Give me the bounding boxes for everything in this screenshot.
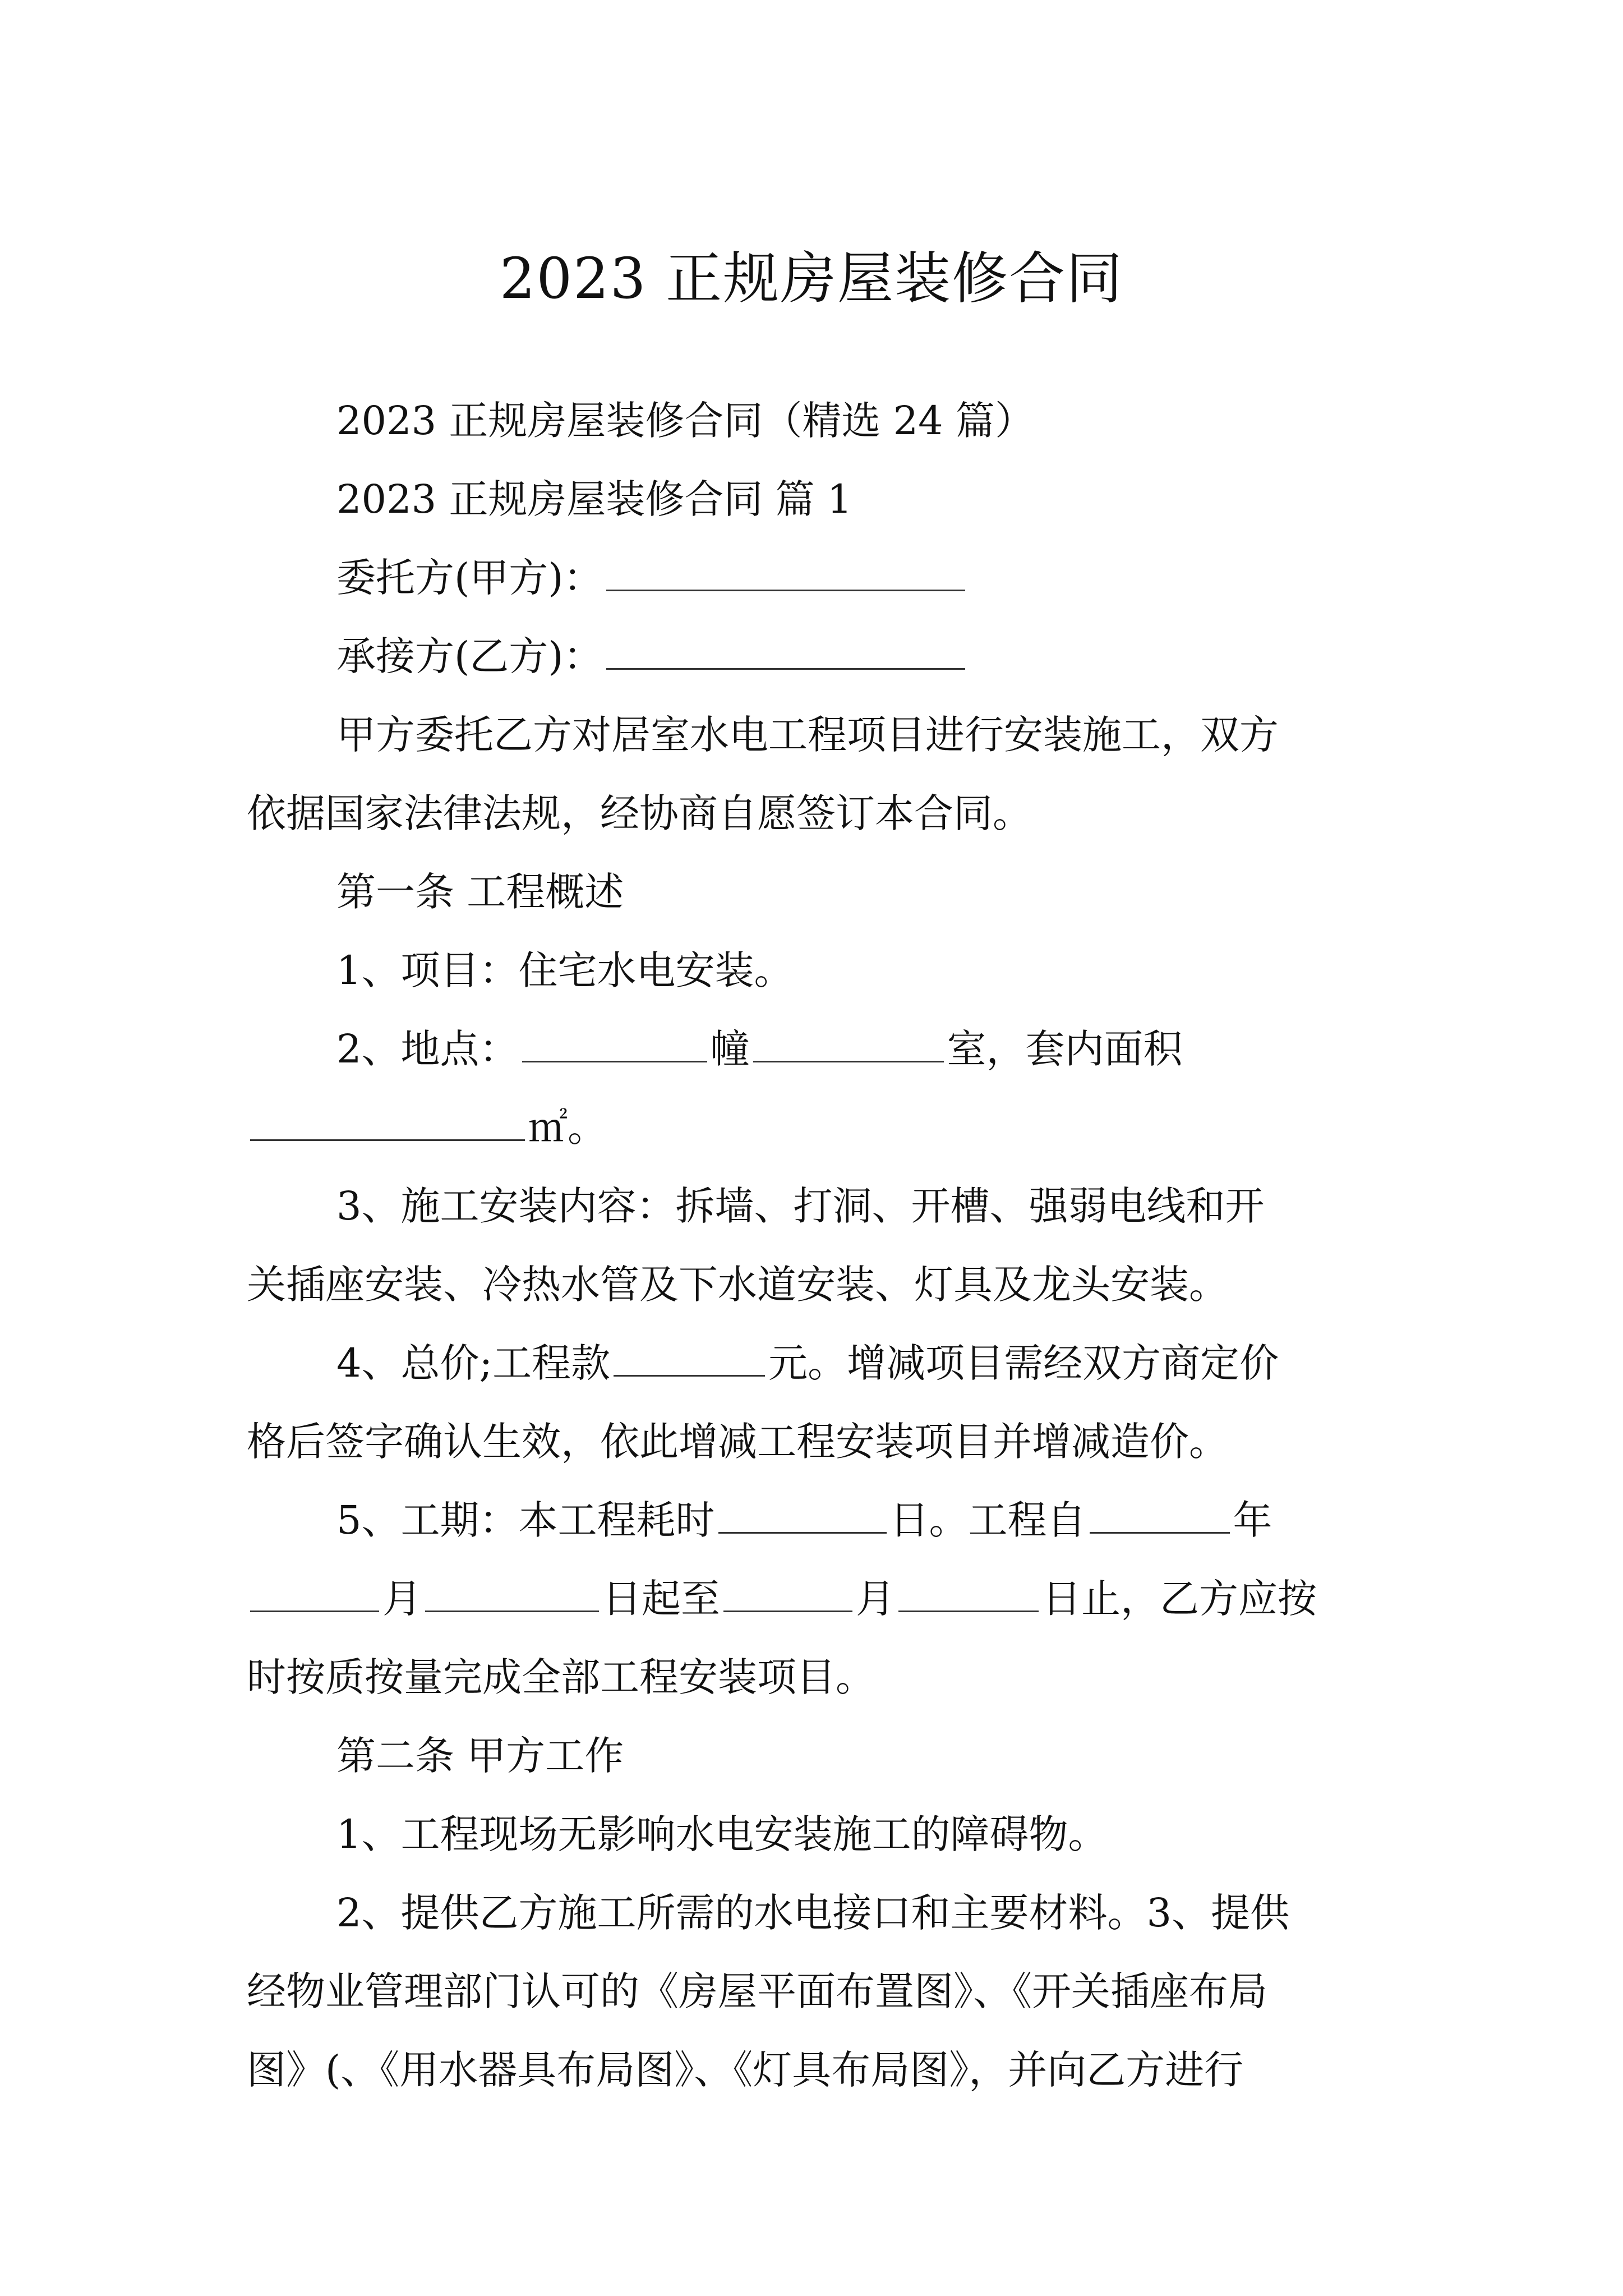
item-5-period-line-1 [247,1481,1385,1559]
location-label: 2、地点： [336,1026,519,1072]
paragraph-article-heading: 2023 正规房屋装修合同 篇 1 [336,476,852,522]
area-blank [250,1100,525,1141]
party-a-label: 委托方(甲方)： [336,555,603,601]
party-a-duty-1: 1、工程现场无影响水电安装施工的障碍物。 [336,1811,1108,1857]
end-label: 日起至 [602,1576,720,1622]
intro-line-1: 甲方委托乙方对居室水电工程项目进行安装施工，双方 [336,712,1279,758]
item-2-location-line-1 [247,1010,1385,1088]
end-month-blank [723,1571,852,1612]
item-3-content-line-2: 关插座安装、冷热水管及下水道安装、灯具及龙头安装。 [247,1262,1228,1308]
start-year-blank [1090,1493,1230,1534]
document-title: 2023 正规房屋装修合同 [499,246,1124,311]
document-body [247,381,1385,2109]
party-a-blank [606,550,965,591]
price-label: 4、总价;工程款 [336,1340,611,1386]
start-day-blank [425,1571,599,1612]
item-4-price-line-2: 格后签字确认生效，依此增减工程安装项目并增减造价。 [247,1419,1228,1465]
period-label: 5、工期：本工程耗时 [336,1497,715,1543]
party-b-line [247,617,1385,696]
end-day-blank [898,1571,1039,1612]
party-a-line [247,539,1385,617]
item-3-content-line-1: 3、施工安装内容：拆墙、打洞、开槽、强弱电线和开 [336,1183,1265,1229]
days-blank [718,1493,887,1534]
party-b-blank [606,629,965,670]
end-terms: 日止，乙方应按 [1042,1576,1317,1622]
party-a-duty-2-line-3: 图》(、《用水器具布局图》、《灯具布局图》，并向乙方进行 [247,2047,1244,2093]
end-month-unit: 月 [856,1576,895,1622]
item-5-period-line-3: 时按质按量完成全部工程安装项目。 [247,1654,875,1700]
intro-line-2: 依据国家法律法规，经协商自愿签订本合同。 [247,790,1032,836]
item-2-location-line-2 [247,1088,1385,1167]
section-1-heading: 第一条 工程概述 [336,869,624,915]
item-1-project: 1、项目：住宅水电安装。 [336,947,794,993]
start-month-blank [250,1571,379,1612]
paragraph-collection-title: 2023 正规房屋装修合同（精选 24 篇） [336,398,1034,444]
building-blank [522,1022,707,1062]
building-unit: 幢 [710,1026,750,1072]
section-2-heading: 第二条 甲方工作 [336,1733,624,1779]
price-terms: 元。增减项目需经双方商定价 [768,1340,1279,1386]
start-label: 日。工程自 [889,1497,1086,1543]
room-blank [753,1022,944,1062]
party-a-duty-2-line-1: 2、提供乙方施工所需的水电接口和主要材料。3、提供 [336,1890,1290,1936]
item-4-price-line-1 [247,1324,1385,1402]
party-b-label: 承接方(乙方)： [336,633,603,679]
item-5-period-line-2 [247,1559,1385,1638]
year-unit: 年 [1233,1497,1272,1543]
room-area-label: 室，套内面积 [947,1026,1183,1072]
start-month-unit: 月 [382,1576,422,1622]
price-blank [614,1336,765,1377]
area-unit: ㎡。 [528,1105,607,1151]
party-a-duty-2-line-2: 经物业管理部门认可的《房屋平面布置图》、《开关插座布局 [247,1968,1267,2014]
